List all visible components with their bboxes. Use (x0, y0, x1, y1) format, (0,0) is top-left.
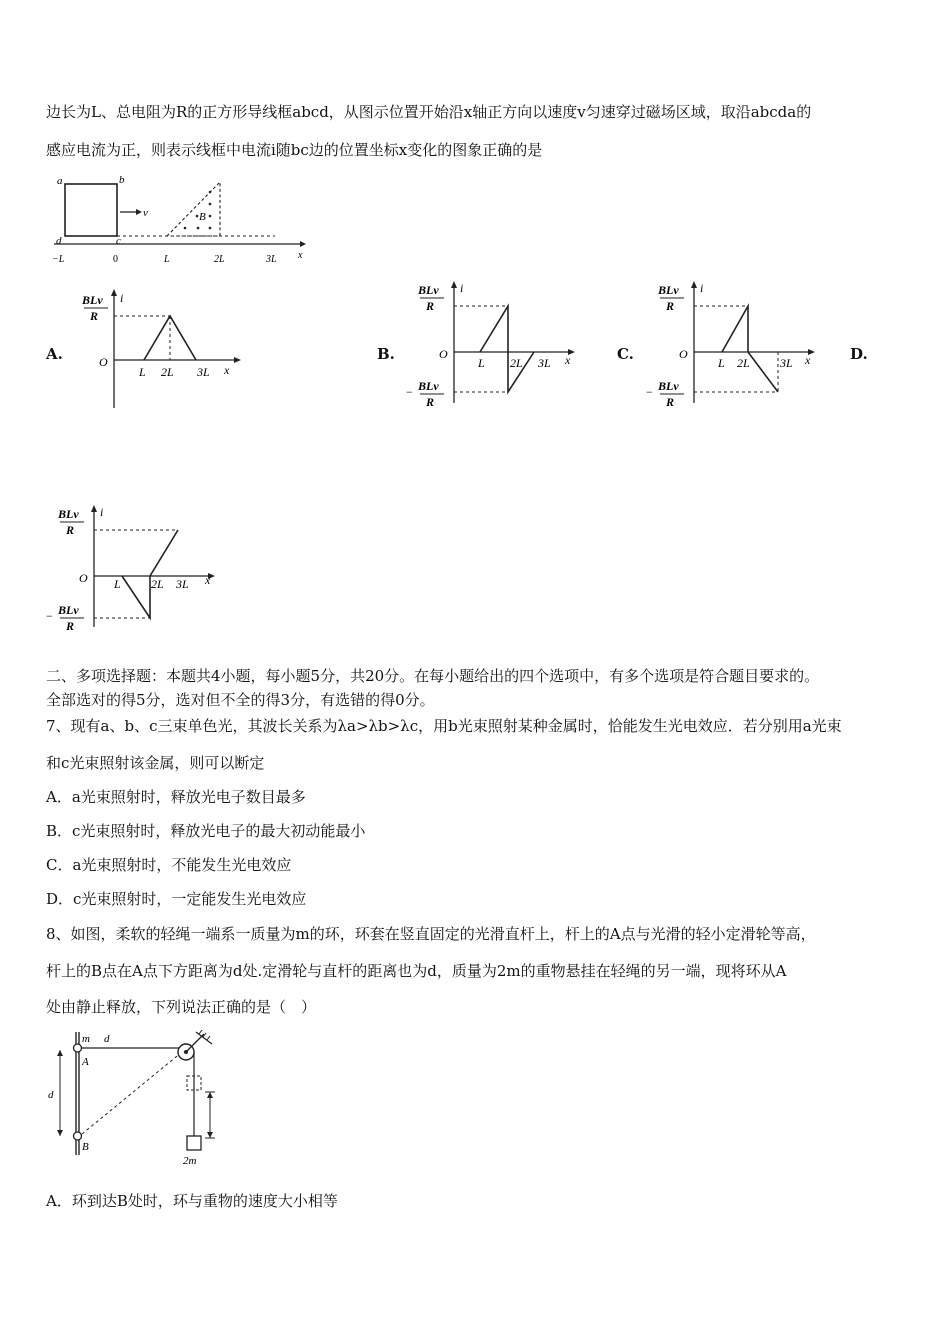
q8-figure (44, 1030, 224, 1170)
graph-b-top: BLv (418, 283, 439, 297)
q6-stem-line-1: 边长为L、总电阻为R的正方形导线框abcd，从图示位置开始沿x轴正方向以速度v匀速穿过磁场区域，取沿abcda的 (46, 103, 812, 121)
corner-b-label: b (119, 174, 125, 186)
graph-d-axis-x: x (205, 573, 211, 587)
graph-c-top: BLv (658, 283, 679, 297)
graph-d-L: L (114, 577, 121, 591)
graph-d-axis-i: i (100, 505, 104, 519)
q7-stem-line-2: 和c光束照射该金属，则可以断定 (46, 754, 265, 772)
graph-a-2L: 2L (161, 365, 174, 379)
graph-c-2L: 2L (737, 356, 750, 370)
ring-m-label: m (82, 1033, 90, 1045)
graph-a-axis-i: i (120, 291, 124, 305)
q6-option-c-label[interactable]: C. (617, 345, 634, 363)
distance-d-top-label: d (104, 1033, 110, 1045)
q8-stem-line-3: 处由静止释放，下列说法正确的是（ ） (46, 998, 317, 1016)
graph-b-neg-top: BLv (418, 379, 439, 393)
tick-L: L (164, 254, 170, 265)
graph-a-3L: 3L (197, 365, 210, 379)
graph-option-d[interactable] (44, 502, 224, 640)
graph-b-bottom: R (426, 299, 435, 313)
graph-c-neg-top: BLv (658, 379, 679, 393)
graph-b-L: L (478, 356, 485, 370)
graph-a-bottom: R (90, 309, 99, 323)
graph-d-top: BLv (58, 507, 79, 521)
graph-a-top: BLv (82, 293, 103, 307)
point-b-label: B (82, 1141, 89, 1153)
graph-a-L: L (139, 365, 146, 379)
graph-c-axis-i: i (700, 281, 704, 295)
q7-option-d[interactable]: D．c光束照射时，一定能发生光电效应 (46, 890, 307, 908)
section2-line-1: 二、多项选择题：本题共4小题，每小题5分，共20分。在每小题给出的四个选项中，有多个选项是符合题目要求的。 (46, 667, 820, 685)
q7-option-b[interactable]: B．c光束照射时，释放光电子的最大初动能最小 (46, 822, 366, 840)
distance-d-side-label: d (48, 1089, 54, 1101)
graph-d-neg-top: BLv (58, 603, 79, 617)
q8-option-a[interactable]: A．环到达B处时，环与重物的速度大小相等 (46, 1192, 338, 1210)
graph-d-2L: 2L (151, 577, 164, 591)
graph-c-bottom: R (666, 299, 675, 313)
graph-c-axis-x: x (805, 353, 811, 367)
field-label: B (199, 211, 206, 223)
point-a-label: A (82, 1056, 89, 1068)
graph-b-origin: O (439, 347, 448, 361)
graph-d-3L: 3L (176, 577, 189, 591)
graph-c-neg: − (646, 385, 653, 399)
corner-a-label: a (57, 175, 63, 187)
graph-b-axis-i: i (460, 281, 464, 295)
graph-option-a[interactable] (78, 286, 248, 412)
tick-2L: 2L (214, 254, 225, 265)
corner-d-label: d (56, 235, 62, 247)
q7-stem-line-1: 7、现有a、b、c三束单色光，其波长关系为λa>λb>λc，用b光束照射某种金属时，恰能发生光电效应．若分别用a光束 (46, 717, 842, 735)
section2-line-2: 全部选对的得5分，选对但不全的得3分，有选错的得0分。 (46, 691, 435, 709)
graph-c-origin: O (679, 347, 688, 361)
graph-d-origin: O (79, 571, 88, 585)
graph-a-origin: O (99, 355, 108, 369)
q8-stem-line-1: 8、如图，柔软的轻绳一端系一质量为m的环，环套在竖直固定的光滑直杆上，杆上的A点与光滑的轻小定滑轮等高， (46, 925, 816, 943)
q7-option-c[interactable]: C．a光束照射时，不能发生光电效应 (46, 856, 292, 874)
q6-option-a-label[interactable]: A. (46, 345, 63, 363)
graph-c-3L: 3L (780, 356, 793, 370)
mass-2m-label: 2m (183, 1155, 197, 1167)
graph-d-bottom: R (66, 523, 75, 537)
graph-option-b[interactable] (404, 278, 584, 418)
graph-a-axis-x: x (224, 363, 230, 377)
graph-b-2L: 2L (510, 356, 523, 370)
graph-c-L: L (718, 356, 725, 370)
graph-c-neg-bottom: R (666, 395, 675, 409)
tick-3L: 3L (266, 254, 277, 265)
velocity-label: v (143, 207, 148, 219)
q8-stem-line-2: 杆上的B点在A点下方距离为d处.定滑轮与直杆的距离也为d，质量为2m的重物悬挂在轻绳的另一端，现将环从A (46, 962, 787, 980)
graph-option-c[interactable] (644, 278, 824, 418)
q7-option-a[interactable]: A．a光束照射时，释放光电子数目最多 (46, 788, 306, 806)
setup-figure (50, 172, 320, 268)
q6-stem-line-2: 感应电流为正，则表示线框中电流i随bc边的位置坐标x变化的图象正确的是 (46, 141, 543, 159)
magnetic-field-dots (184, 191, 212, 230)
q6-option-b-label[interactable]: B. (377, 345, 395, 363)
tick-neg-L: −L (52, 254, 65, 265)
tick-0: 0 (113, 254, 118, 265)
axis-x-label: x (298, 250, 303, 261)
graph-d-neg: − (46, 609, 53, 623)
graph-b-3L: 3L (538, 356, 551, 370)
graph-b-neg: − (406, 385, 413, 399)
corner-c-label: c (116, 235, 121, 247)
graph-b-neg-bottom: R (426, 395, 435, 409)
graph-d-neg-bottom: R (66, 619, 75, 633)
graph-b-axis-x: x (565, 353, 571, 367)
q6-option-d-label[interactable]: D. (850, 345, 868, 363)
